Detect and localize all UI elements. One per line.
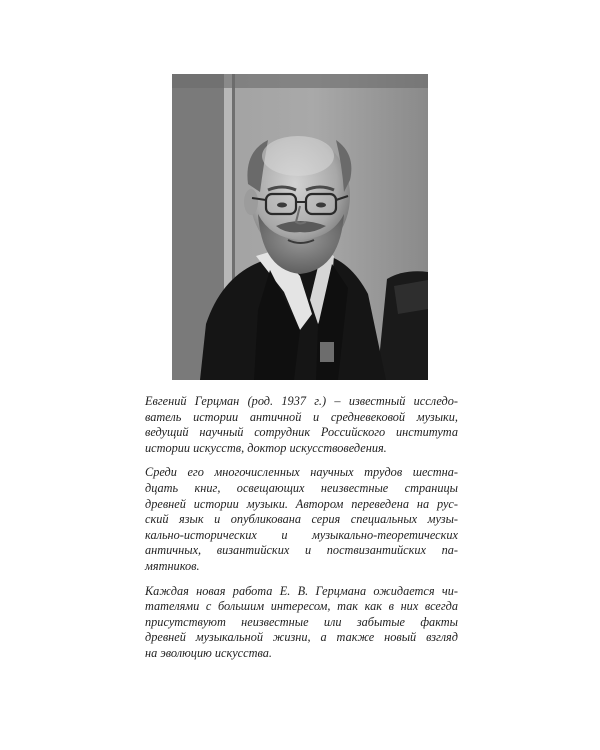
bio-line: на эволюцию искусства. — [145, 645, 272, 660]
bio-line: древней музыкальной жизни, а также новый взгляд — [145, 630, 458, 645]
author-portrait-photo — [172, 74, 428, 380]
bio-paragraph-3 — [145, 584, 458, 662]
bio-line: древней истории музыки. Автором переведена на рус- — [145, 496, 458, 511]
bio-line: мятников. — [145, 558, 200, 573]
bio-line: античных, византийских и поствизантийских па- — [145, 543, 458, 558]
bio-line: Евгений Герцман (род. 1937 г.) – известный исследо- — [145, 394, 458, 408]
bio-line: присутствуют неизвестные или забытые факты — [145, 614, 458, 629]
bio-line: дцать книг, освещающих неизвестные страницы — [145, 480, 458, 495]
portrait-illustration — [172, 74, 428, 380]
bio-line: истории искусств, доктор искусствоведения. — [145, 440, 387, 455]
bio-line: тателями с большим интересом, так как в них всегда — [145, 599, 458, 614]
bio-paragraph-2 — [145, 465, 458, 574]
bio-line: ский язык и опубликована серия специальных музы- — [145, 512, 458, 527]
bio-line: кально-исторических и музыкально-теоретических — [145, 527, 458, 542]
bio-line: Среди его многочисленных научных трудов шестна- — [145, 465, 458, 480]
bio-line: ватель истории античной и средневековой музыки, — [145, 409, 458, 424]
bio-paragraph-1 — [145, 394, 458, 456]
bio-line: Каждая новая работа Е. В. Герцмана ожидается чи- — [145, 583, 458, 598]
author-bio — [145, 394, 458, 671]
bio-line: ведущий научный сотрудник Российского института — [145, 425, 458, 440]
